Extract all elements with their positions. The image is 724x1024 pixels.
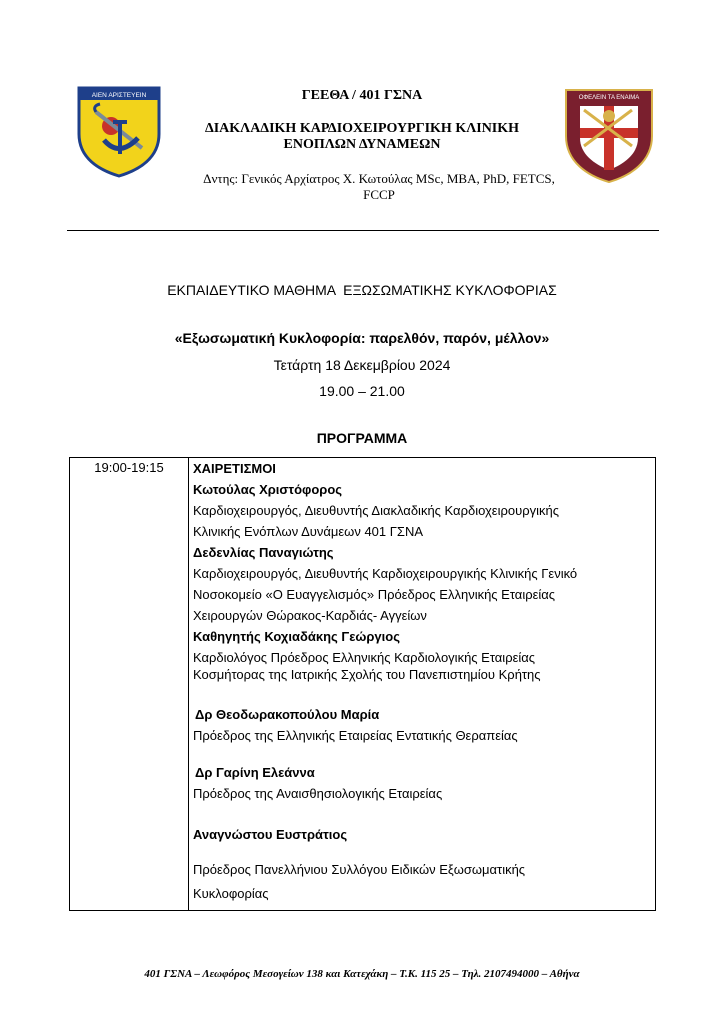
- director-line1: Δντης: Γενικός Αρχίατρος Χ. Κωτούλας MSc, MBA, PhD, FETCS,: [203, 171, 555, 186]
- program-heading: ΠΡΟΓΡΑΜΜΑ: [316, 430, 408, 446]
- course-time: 19.00 – 21.00: [319, 383, 405, 399]
- speaker-role: Πρόεδρος της Αναισθησιολογικής Εταιρείας: [193, 786, 443, 801]
- program-details: [193, 458, 648, 668]
- speaker-role: Πρόεδρος Πανελλήνιου Συλλόγου Ειδικών Εξωσωματικής: [193, 862, 526, 877]
- speaker-block: [193, 704, 648, 746]
- course-subject: «Εξωσωματική Κυκλοφορία: παρελθόν, παρόν, μέλλον»: [174, 330, 550, 346]
- course-title: ΕΚΠΑΙΔΕΥΤΙΚΟ ΜΑΘΗΜΑ ΕΞΩΣΩΜΑΤΙΚΗΣ ΚΥΚΛΟΦΟΡΙΑΣ: [167, 282, 557, 298]
- speaker-role: Καρδιοχειρουργός, Διευθυντής Διακλαδικής Καρδιοχειρουργικής: [193, 503, 559, 518]
- speaker-name: Κωτούλας Χριστόφορος: [193, 482, 343, 497]
- speaker-role: Κλινικής Ενόπλων Δυνάμεων 401 ΓΣΝΑ: [193, 524, 424, 539]
- section-heading: ΧΑΙΡΕΤΙΣΜΟΙ: [193, 461, 276, 476]
- speaker-name: Δρ Θεοδωρακοπούλου Μαρία: [195, 707, 380, 722]
- time-slot: 19:00-19:15: [94, 460, 164, 475]
- director-line2: FCCP: [363, 187, 395, 202]
- speaker-name: Δεδενλίας Παναγιώτης: [193, 545, 334, 560]
- speaker-name: Δρ Γαρίνη Ελεάννα: [195, 765, 315, 780]
- speaker-role: Πρόεδρος της Ελληνικής Εταιρείας Εντατικής Θεραπείας: [193, 728, 518, 743]
- speaker-role: Καρδιοχειρουργός, Διευθυντής Καρδιοχειρουργικής Κλινικής Γενικό: [193, 566, 578, 581]
- speaker-block: [193, 858, 648, 906]
- organization-title: ΓΕΕΘΑ / 401 ΓΣΝΑ: [301, 88, 423, 103]
- speaker-role: Χειρουργών Θώρακος-Καρδιάς- Αγγείων: [193, 608, 427, 623]
- table-column-divider: [188, 458, 189, 910]
- clinic-title: [170, 121, 554, 153]
- clinic-title-line1: ΔΙΑΚΛΑΔΙΚΗ ΚΑΡΔΙΟΧΕΙΡΟΥΡΓΙΚΗ ΚΛΙΝΙΚΗ: [204, 121, 520, 136]
- course-date: Τετάρτη 18 Δεκεμβρίου 2024: [273, 357, 451, 373]
- speaker-name: Αναγνώστου Ευστράτιος: [193, 827, 348, 842]
- header-divider: [67, 230, 659, 231]
- speaker-role: Καρδιολόγος Πρόεδρος Ελληνικής Καρδιολογικής Εταιρείας: [193, 650, 536, 665]
- director-info: [196, 171, 562, 203]
- footer-address: 401 ΓΣΝΑ – Λεωφόρος Μεσογείων 138 και Κατεχάκη – Τ.Κ. 115 25 – Τηλ. 2107494000 – Αθήνα: [144, 968, 580, 980]
- program-table: [69, 457, 656, 911]
- speaker-role: Νοσοκομείο «Ο Ευαγγελισμός» Πρόεδρος Ελληνικής Εταιρείας: [193, 587, 556, 602]
- speaker-role: Κοσμήτορας της Ιατρικής Σχολής του Πανεπιστημίου Κρήτης: [193, 667, 541, 682]
- clinic-title-line2: ΕΝΟΠΛΩΝ ΔΥΝΑΜΕΩΝ: [283, 137, 441, 152]
- speaker-name: Καθηγητής Κοχιαδάκης Γεώργιος: [193, 629, 400, 644]
- speaker-role: Κυκλοφορίας: [193, 886, 269, 901]
- right-logo-motto: ΟΦΕΛΕΙΝ ΤΑ ΕΝΑΙΜΑ: [578, 95, 640, 101]
- speaker-block: [193, 762, 648, 804]
- medical-corps-emblem-logo: [562, 84, 656, 184]
- left-logo-motto: ΑΙΕΝ ΑΡΙΣΤΕΥΕΙΝ: [91, 92, 147, 99]
- navy-emblem-logo: [76, 82, 162, 178]
